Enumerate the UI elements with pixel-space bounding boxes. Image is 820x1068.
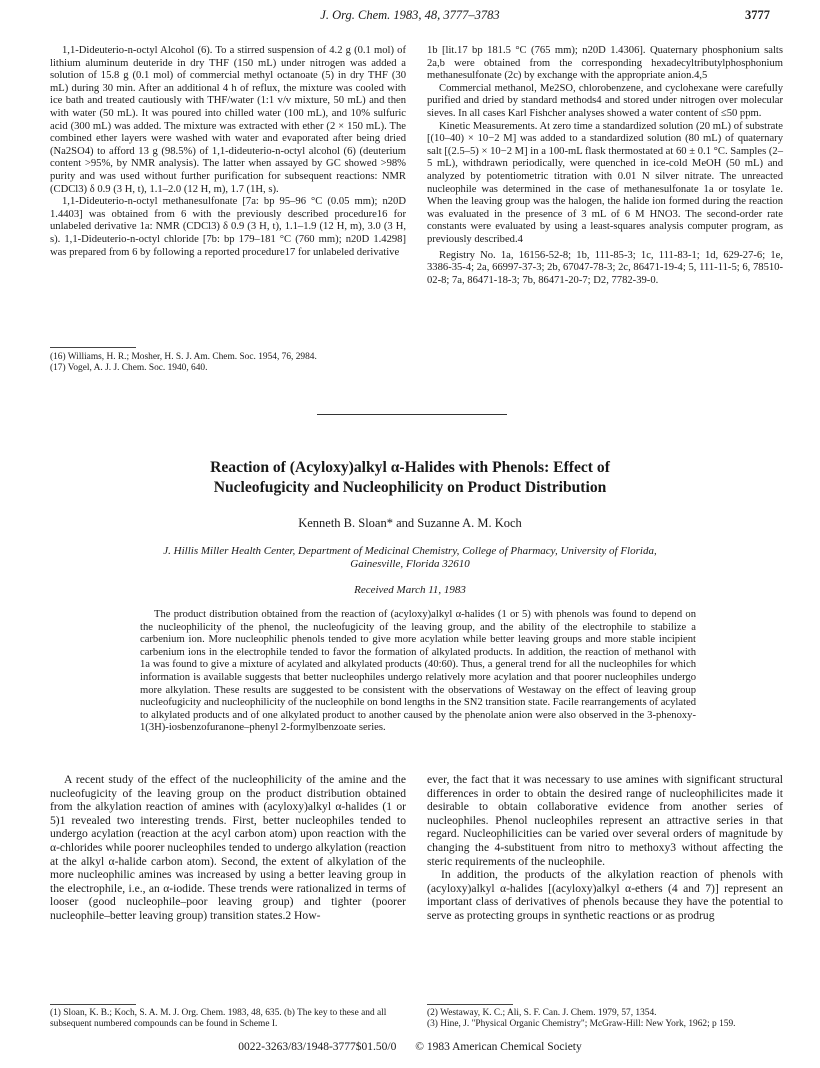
paragraph-methanesulfonate: 1,1-Dideuterio-n-octyl methanesulfonate [7a: bp 95–96 °C (0.05 mm); n20D 1.4403] was obtained from 6 with the previously described procedure16 for unlabeled derivative 1a: NMR (CDCl3) δ 0.9 (3 H, t), 1.1–1.9 (12 H, m), 3.0 (3 H, s). 1,1-Dideuterio-n-octyl chloride [7b: bp 179–181 °C (760 mm); n20D 1.4298] was prepared from 6 by following a reported procedure17 for unlabeled derivative — [50, 196, 406, 258]
footnote-16: (16) Williams, H. R.; Mosher, H. S. J. Am. Chem. Soc. 1954, 76, 2984. — [50, 352, 317, 362]
body-right-column — [427, 773, 783, 923]
article-code: 0022-3263/83/1948-3777$01.50/0 — [238, 1041, 397, 1053]
body-left-column — [50, 773, 406, 923]
paragraph-registry: Registry No. 1a, 16156-52-8; 1b, 111-85-3; 1c, 111-83-1; 1d, 629-27-6; 1e, 3386-35-4; 2a, 66997-37-3; 2b, 67047-78-3; 2c, 86471-19-4; 5, 111-11-5; 6, 78510-02-8; 7a, 86471-18-3; 7b, 86471-20-7; D2, 7782-39-0. — [427, 249, 783, 286]
affiliation — [80, 545, 740, 571]
abstract: The product distribution obtained from the reaction of (acyloxy)alkyl α-halides (1 or 5) with phenols was found to depend on the nucleophilicity of the phenol, the nucleofugicity of the leaving group, and the ability of the electrophile to stabilize a carbenium ion. More nucleophilic phenols tended to give more acylation while better leaving groups and more stable incipient carbenium ions in the electrophile tended to favor the formation of alkylated products. In addition, the reaction of methanol with 1a was found to give a mixture of acylated and alkylated products (40:60). Thus, a general trend for all the nucleophiles for which information is available suggests that better nucleophiles undergo relatively more acylation and that poorer nucleophiles undergo more alkylation. These results are suggested to be consistent with the observations of Westaway on the effect of leaving group nucleofugicity and nucleophilicity of the nucleophile on bond lengths in the SN2 transition state. Facile rearrangements of acylated to alkylated products and of one alkylated product to another caused by the phenolate anion were also observed in the 3-phenoxy-1(3H)-iosbenzofuranone–phenyl 2-formylbenzoate series. — [140, 609, 697, 734]
footnote-3: (3) Hine, J. "Physical Organic Chemistry"; McGraw-Hill: New York, 1962; p 159. — [427, 1019, 736, 1029]
paragraph-phenols: ever, the fact that it was necessary to use amines with significant structural differences in order to obtain the desired range of nucleophilicites made it desirable to obtain collaborative evidence from another series of nucleophiles. Phenol nucleophiles represent an attractive series in that regard. Nucleophilicities can be varied over several orders of magnitude by changing the 4-substituent from nitro to methoxy3 without affecting the steric requirements of the nucleophile. — [427, 773, 783, 868]
paragraph-octyl-alcohol: 1,1-Dideuterio-n-octyl Alcohol (6). To a stirred suspension of 4.2 g (0.1 mol) of lithium aluminum deuteride in dry THF (150 mL) under nitrogen was added a solution of 15.8 g (0.1 mol) of commercial methyl octanoate (5) in dry THF (30 mL) during 30 min. After an additional 4 h of reflux, the mixture was cooled with ice bath and treated cautiously with THF/water (1:1 v/v mixture, 50 mL) and then with water (50 mL). It was poured into chilled water (100 mL), and 10% sulfuric acid (300 mL) was added. The mixture was extracted with ether (2 × 150 mL). The combined ether layers were washed with water and evaporated after being dried (Na2SO4) to afford 13 g (98.5%) of 1,1-dideuterio-n-octyl alcohol (6) (deuterium content >95%, by NMR analysis). The latter when assayed by GC showed >98% purity and was used without further purification for subsequent reactions: NMR (CDCl3) δ 0.9 (3 H, t), 1.1–2.0 (12 H, m), 1.7 (1H, s). — [50, 45, 406, 195]
copyright: © 1983 American Chemical Society — [415, 1041, 582, 1053]
footnote-1: (1) Sloan, K. B.; Koch, S. A. M. J. Org. Chem. 1983, 48, 635. (b) The key to these and all subsequent numbered compounds can be found in Scheme I. — [50, 1008, 387, 1029]
affiliation-line-1: J. Hillis Miller Health Center, Department of Medicinal Chemistry, College of Pharmacy, University of Florida, — [163, 545, 657, 557]
affiliation-line-2: Gainesville, Florida 32610 — [350, 558, 470, 570]
footnote-17: (17) Vogel, A. J. J. Chem. Soc. 1940, 640. — [50, 363, 208, 373]
footnote-separator-right — [427, 1004, 513, 1005]
paragraph-phosphonium: 1b [lit.17 bp 181.5 °C (765 mm); n20D 1.4306]. Quaternary phosphonium salts 2a,b were obtained from the corresponding hexadecyltributylphosphonium methanesulfonate (2c) by exchange with the appropriate anion.4,5 — [427, 45, 783, 82]
article-separator — [317, 414, 507, 415]
authors: Kenneth B. Sloan* and Suzanne A. M. Koch — [298, 516, 522, 530]
footnote-separator-left — [50, 1004, 136, 1005]
top-right-column — [427, 45, 783, 287]
paragraph-intro: A recent study of the effect of the nucleophilicity of the amine and the nucleofugicity of the leaving group on the product distribution obtained from the alkylation reaction of amines with (acyloxy)alkyl α-halides (1 or 5)1 revealed two interesting trends. First, better nucleophiles tended to undergo acylation (reaction at the acyl carbon atom) upon reaction with the α-chlorides while poorer nucleophiles tended to undergo alkylation (reaction at the alkyl α-halide carbon atom). Second, the extent of alkylation of the more nucleophilic amines was increased by using a better leaving group in the electrophile, i.e., an α-iodide. These trends were rationalized in terms of looser (good nucleophile–poor leaving group) and tighter (poorer nucleophile–better leaving group) transition states.2 How- — [50, 773, 406, 922]
page-header — [0, 6, 820, 26]
top-left-column — [50, 45, 406, 259]
title-line-1: Reaction of (Acyloxy)alkyl α-Halides with Phenols: Effect of — [210, 459, 610, 476]
paragraph-solvents: Commercial methanol, Me2SO, chlorobenzene, and cyclohexane were carefully purified and dried by standard methods4 and stored under nitrogen over molecular sieves. In all cases Karl Fishcher analyses showed a water content of ≤50 ppm. — [427, 82, 783, 119]
paragraph-prodrug: In addition, the products of the alkylation reaction of phenols with (acyloxy)alkyl α-halides [(acyloxy)alkyl α-ethers (4 and 7)] represent an important class of derivatives of phenols because they have the potential to serve as protecting groups in synthetic reactions or as prodrug — [427, 868, 783, 922]
article-title — [60, 458, 760, 498]
received-date: Received March 11, 1983 — [354, 584, 466, 596]
page-number: 3777 — [745, 8, 770, 22]
journal-citation: J. Org. Chem. 1983, 48, 3777–3783 — [320, 8, 500, 22]
page-footer — [0, 1041, 820, 1053]
title-line-2: Nucleofugicity and Nucleophilicity on Product Distribution — [213, 479, 607, 496]
footnote-2: (2) Westaway, K. C.; Ali, S. F. Can. J. Chem. 1979, 57, 1354. — [427, 1008, 657, 1018]
footnote-separator — [50, 347, 136, 348]
paragraph-kinetic: Kinetic Measurements. At zero time a standardized solution (20 mL) of substrate [(10–40) × 10−2 M] was added to a standardized solution (80 mL) of quaternary salt [(2.5–5) × 10−2 M] in a 100-mL flask thermostated at 60 ± 0.1 °C. Samples (2–5 mL), withdrawn periodically, were quenched in ice-cold MeOH (50 mL) and analyzed by potentiometric titration with 0.01 N silver nitrate. The unreacted nucleophile was determined in the case of methanesulfonate 1a or tosylate 1e. When the leaving group was the halogen, the halide ion formed during the reaction was evaluated in the presence of 3 mL of 6 M HNO3. The second-order rate constants were evaluated by using a least-squares analysis computer program, as previously described.4 — [427, 120, 783, 245]
